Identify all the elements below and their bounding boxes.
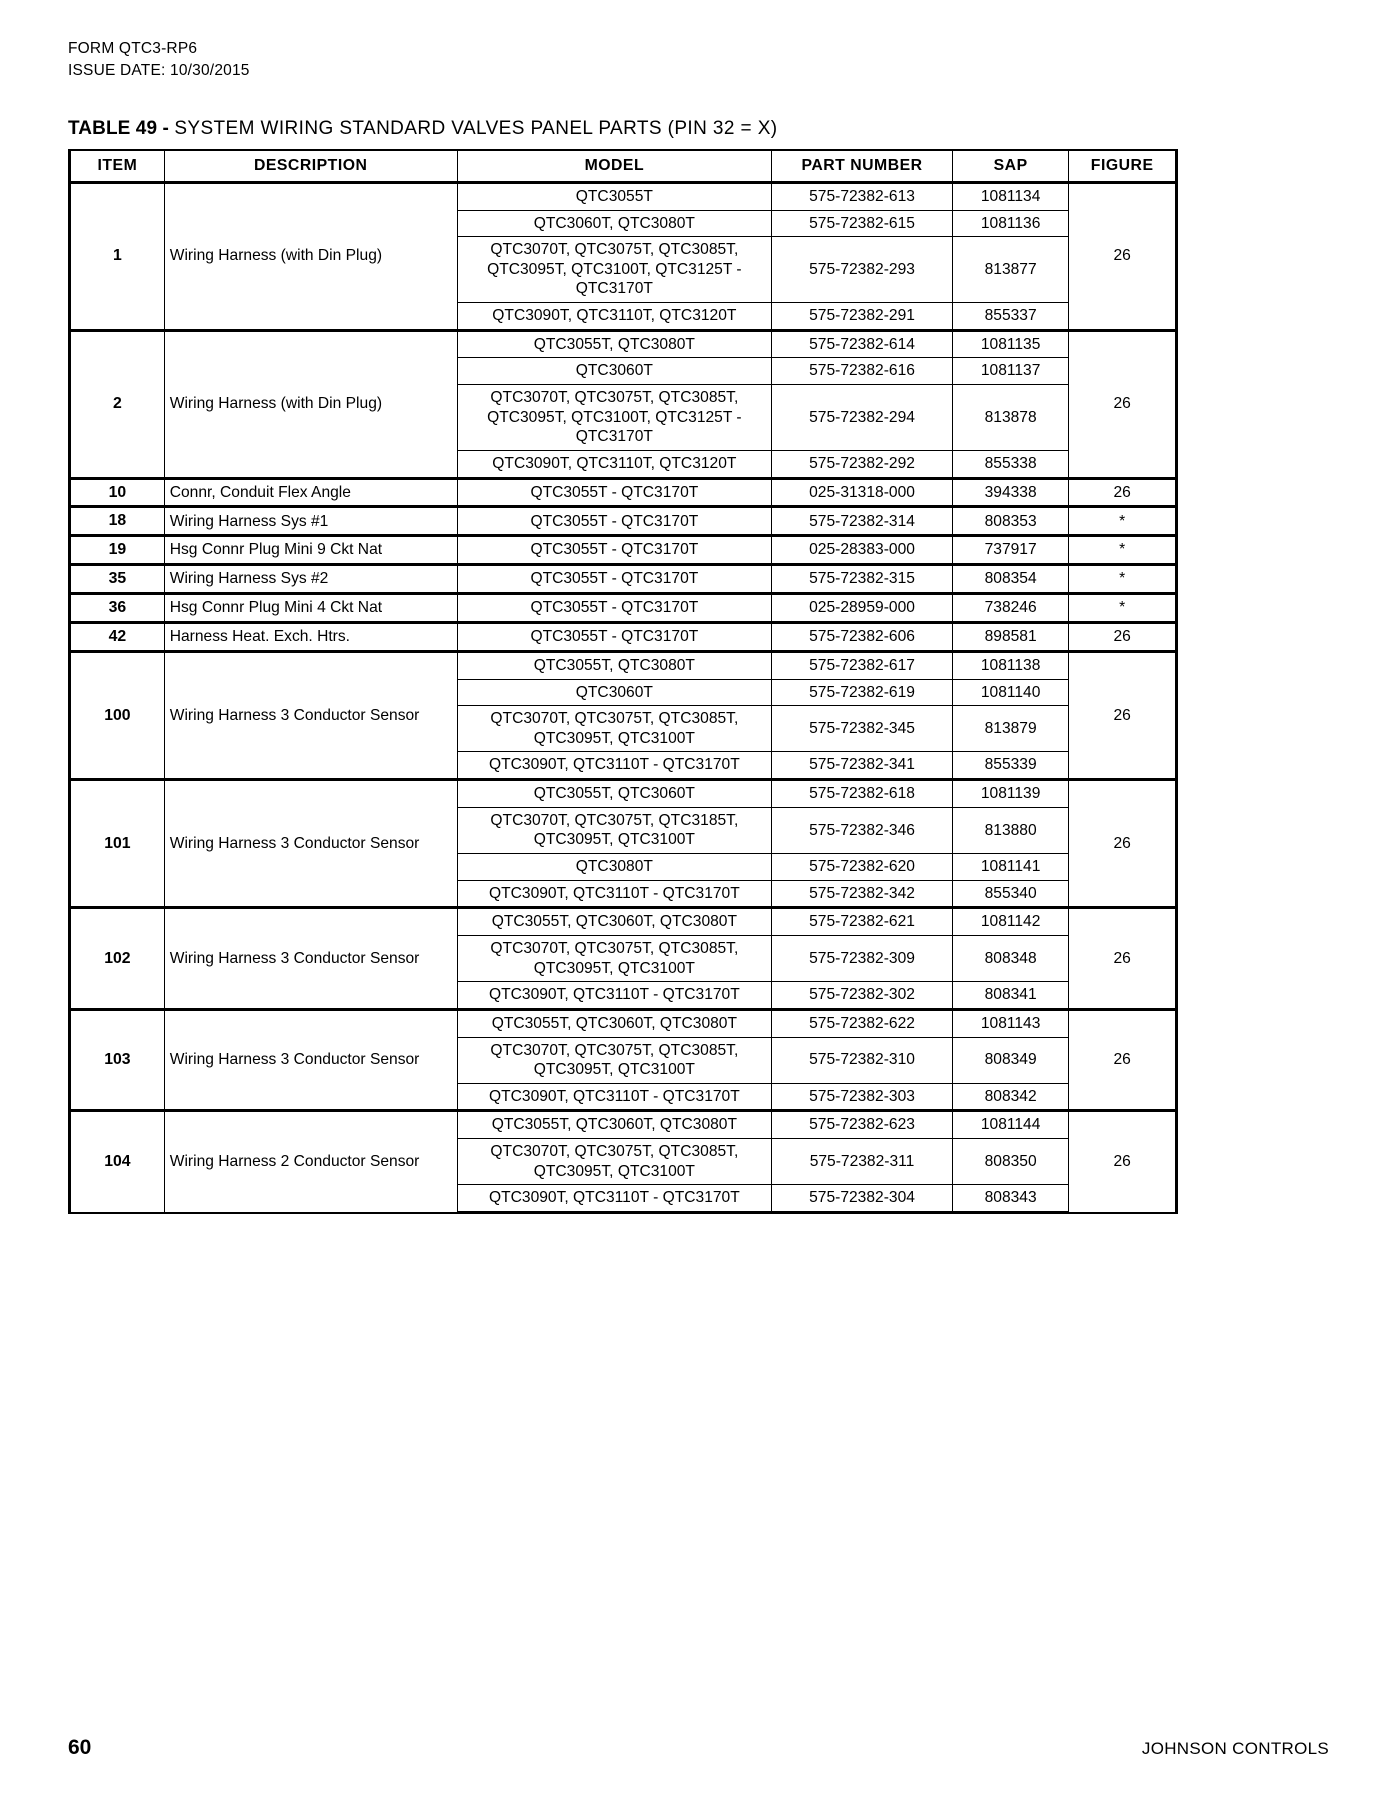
cell-sap: 1081136	[952, 210, 1068, 237]
table-row	[70, 623, 1177, 652]
column-header-model: MODEL	[457, 150, 771, 182]
table-row	[70, 780, 1177, 808]
cell-sap: 855338	[952, 450, 1068, 478]
cell-item: 2	[70, 330, 165, 478]
cell-model: QTC3090T, QTC3110T - QTC3170T	[457, 752, 771, 780]
table-row	[70, 565, 1177, 594]
cell-figure: 26	[1069, 330, 1177, 478]
cell-sap: 808343	[952, 1185, 1068, 1213]
cell-model: QTC3055T, QTC3060T, QTC3080T	[457, 908, 771, 936]
cell-part-number: 575-72382-345	[772, 706, 953, 752]
cell-sap: 808348	[952, 935, 1068, 981]
cell-item: 36	[70, 594, 165, 623]
cell-item: 104	[70, 1111, 165, 1213]
cell-model: QTC3080T	[457, 854, 771, 881]
cell-model: QTC3070T, QTC3075T, QTC3085T, QTC3095T, QTC3100T, QTC3125T - QTC3170T	[457, 237, 771, 303]
cell-part-number: 575-72382-613	[772, 182, 953, 210]
cell-sap: 808341	[952, 982, 1068, 1010]
cell-figure: *	[1069, 565, 1177, 594]
cell-item: 19	[70, 536, 165, 565]
cell-part-number: 575-72382-309	[772, 935, 953, 981]
column-header-sap: SAP	[952, 150, 1068, 182]
cell-model: QTC3055T, QTC3080T	[457, 651, 771, 679]
cell-part-number: 575-72382-617	[772, 651, 953, 679]
cell-item: 42	[70, 623, 165, 652]
cell-part-number: 575-72382-294	[772, 385, 953, 451]
cell-part-number: 575-72382-314	[772, 507, 953, 536]
cell-item: 10	[70, 478, 165, 507]
cell-description: Connr, Conduit Flex Angle	[164, 478, 457, 507]
cell-sap: 1081134	[952, 182, 1068, 210]
cell-model: QTC3055T - QTC3170T	[457, 536, 771, 565]
cell-figure: *	[1069, 594, 1177, 623]
cell-figure: 26	[1069, 623, 1177, 652]
cell-description: Wiring Harness (with Din Plug)	[164, 182, 457, 330]
column-header-description: DESCRIPTION	[164, 150, 457, 182]
cell-model: QTC3090T, QTC3110T, QTC3120T	[457, 303, 771, 331]
form-code: FORM QTC3-RP6	[68, 40, 198, 57]
cell-sap: 1081143	[952, 1009, 1068, 1037]
table-row	[70, 478, 1177, 507]
cell-model: QTC3055T - QTC3170T	[457, 507, 771, 536]
cell-model: QTC3055T	[457, 182, 771, 210]
table-row	[70, 1111, 1177, 1139]
cell-part-number: 575-72382-315	[772, 565, 953, 594]
cell-part-number: 575-72382-302	[772, 982, 953, 1010]
cell-model: QTC3055T, QTC3080T	[457, 330, 771, 358]
cell-part-number: 575-72382-619	[772, 679, 953, 706]
cell-sap: 1081140	[952, 679, 1068, 706]
cell-sap: 737917	[952, 536, 1068, 565]
table-row	[70, 182, 1177, 210]
cell-figure: 26	[1069, 478, 1177, 507]
column-header-part-number: PART NUMBER	[772, 150, 953, 182]
cell-sap: 855339	[952, 752, 1068, 780]
cell-description: Wiring Harness 3 Conductor Sensor	[164, 1009, 457, 1111]
cell-figure: 26	[1069, 780, 1177, 908]
cell-part-number: 575-72382-623	[772, 1111, 953, 1139]
parts-table-body	[70, 182, 1177, 1212]
cell-sap: 813877	[952, 237, 1068, 303]
cell-figure: 26	[1069, 182, 1177, 330]
cell-description: Wiring Harness 3 Conductor Sensor	[164, 651, 457, 779]
cell-model: QTC3055T - QTC3170T	[457, 478, 771, 507]
cell-part-number: 575-72382-615	[772, 210, 953, 237]
cell-sap: 738246	[952, 594, 1068, 623]
cell-sap: 808349	[952, 1037, 1068, 1083]
cell-part-number: 575-72382-291	[772, 303, 953, 331]
cell-model: QTC3060T, QTC3080T	[457, 210, 771, 237]
cell-sap: 813879	[952, 706, 1068, 752]
cell-item: 1	[70, 182, 165, 330]
cell-description: Harness Heat. Exch. Htrs.	[164, 623, 457, 652]
cell-sap: 1081139	[952, 780, 1068, 808]
cell-sap: 1081135	[952, 330, 1068, 358]
cell-part-number: 575-72382-606	[772, 623, 953, 652]
cell-sap: 808353	[952, 507, 1068, 536]
table-row	[70, 594, 1177, 623]
cell-sap: 1081141	[952, 854, 1068, 881]
cell-part-number: 575-72382-293	[772, 237, 953, 303]
cell-model: QTC3055T, QTC3060T, QTC3080T	[457, 1009, 771, 1037]
cell-figure: 26	[1069, 1009, 1177, 1111]
company-name: JOHNSON CONTROLS	[1141, 1739, 1329, 1758]
table-row	[70, 651, 1177, 679]
cell-part-number: 025-28383-000	[772, 536, 953, 565]
cell-figure: 26	[1069, 908, 1177, 1010]
column-header-figure: FIGURE	[1069, 150, 1177, 182]
cell-item: 101	[70, 780, 165, 908]
cell-sap: 808342	[952, 1083, 1068, 1111]
cell-sap: 1081137	[952, 358, 1068, 385]
cell-model: QTC3070T, QTC3075T, QTC3085T, QTC3095T, QTC3100T	[457, 1139, 771, 1185]
cell-model: QTC3055T - QTC3170T	[457, 594, 771, 623]
parts-table	[68, 149, 1178, 1214]
cell-part-number: 575-72382-614	[772, 330, 953, 358]
cell-item: 100	[70, 651, 165, 779]
cell-part-number: 575-72382-618	[772, 780, 953, 808]
cell-sap: 1081142	[952, 908, 1068, 936]
table-number: TABLE 49 -	[68, 118, 169, 139]
cell-sap: 1081138	[952, 651, 1068, 679]
cell-description: Hsg Connr Plug Mini 9 Ckt Nat	[164, 536, 457, 565]
cell-model: QTC3090T, QTC3110T - QTC3170T	[457, 880, 771, 908]
issue-date: ISSUE DATE: 10/30/2015	[68, 62, 250, 79]
cell-model: QTC3090T, QTC3110T - QTC3170T	[457, 1083, 771, 1111]
cell-item: 18	[70, 507, 165, 536]
table-title	[68, 118, 1329, 140]
cell-sap: 898581	[952, 623, 1068, 652]
cell-part-number: 575-72382-620	[772, 854, 953, 881]
cell-description: Wiring Harness (with Din Plug)	[164, 330, 457, 478]
cell-item: 102	[70, 908, 165, 1010]
document-header	[68, 38, 1329, 82]
cell-figure: *	[1069, 536, 1177, 565]
cell-sap: 808350	[952, 1139, 1068, 1185]
cell-part-number: 575-72382-622	[772, 1009, 953, 1037]
cell-description: Wiring Harness 3 Conductor Sensor	[164, 908, 457, 1010]
cell-part-number: 025-31318-000	[772, 478, 953, 507]
cell-sap: 1081144	[952, 1111, 1068, 1139]
page-number: 60	[68, 1736, 92, 1759]
cell-part-number: 575-72382-346	[772, 807, 953, 853]
cell-part-number: 575-72382-311	[772, 1139, 953, 1185]
cell-description: Wiring Harness Sys #2	[164, 565, 457, 594]
page-footer	[68, 1736, 1329, 1760]
cell-figure: *	[1069, 507, 1177, 536]
cell-model: QTC3070T, QTC3075T, QTC3085T, QTC3095T, QTC3100T	[457, 1037, 771, 1083]
cell-sap: 813878	[952, 385, 1068, 451]
cell-part-number: 575-72382-303	[772, 1083, 953, 1111]
cell-description: Wiring Harness Sys #1	[164, 507, 457, 536]
cell-model: QTC3070T, QTC3075T, QTC3085T, QTC3095T, QTC3100T, QTC3125T - QTC3170T	[457, 385, 771, 451]
cell-model: QTC3070T, QTC3075T, QTC3085T, QTC3095T, QTC3100T	[457, 706, 771, 752]
cell-model: QTC3055T - QTC3170T	[457, 623, 771, 652]
cell-sap: 855337	[952, 303, 1068, 331]
cell-model: QTC3070T, QTC3075T, QTC3085T, QTC3095T, QTC3100T	[457, 935, 771, 981]
cell-model: QTC3090T, QTC3110T - QTC3170T	[457, 982, 771, 1010]
table-row	[70, 908, 1177, 936]
cell-model: QTC3055T - QTC3170T	[457, 565, 771, 594]
column-header-item: ITEM	[70, 150, 165, 182]
table-row	[70, 1009, 1177, 1037]
cell-item: 35	[70, 565, 165, 594]
cell-model: QTC3055T, QTC3060T	[457, 780, 771, 808]
cell-part-number: 025-28959-000	[772, 594, 953, 623]
cell-model: QTC3090T, QTC3110T - QTC3170T	[457, 1185, 771, 1213]
cell-figure: 26	[1069, 1111, 1177, 1213]
table-header-row	[70, 150, 1177, 182]
cell-sap: 855340	[952, 880, 1068, 908]
cell-part-number: 575-72382-621	[772, 908, 953, 936]
cell-figure: 26	[1069, 651, 1177, 779]
cell-part-number: 575-72382-341	[772, 752, 953, 780]
cell-model: QTC3070T, QTC3075T, QTC3185T, QTC3095T, QTC3100T	[457, 807, 771, 853]
cell-model: QTC3060T	[457, 358, 771, 385]
cell-part-number: 575-72382-310	[772, 1037, 953, 1083]
cell-part-number: 575-72382-616	[772, 358, 953, 385]
cell-model: QTC3060T	[457, 679, 771, 706]
cell-description: Wiring Harness 3 Conductor Sensor	[164, 780, 457, 908]
cell-description: Hsg Connr Plug Mini 4 Ckt Nat	[164, 594, 457, 623]
cell-model: QTC3055T, QTC3060T, QTC3080T	[457, 1111, 771, 1139]
cell-part-number: 575-72382-304	[772, 1185, 953, 1213]
cell-model: QTC3090T, QTC3110T, QTC3120T	[457, 450, 771, 478]
table-row	[70, 507, 1177, 536]
table-title-text: SYSTEM WIRING STANDARD VALVES PANEL PARTS (PIN 32 = X)	[174, 118, 778, 139]
cell-sap: 394338	[952, 478, 1068, 507]
cell-part-number: 575-72382-292	[772, 450, 953, 478]
cell-sap: 813880	[952, 807, 1068, 853]
cell-description: Wiring Harness 2 Conductor Sensor	[164, 1111, 457, 1213]
cell-sap: 808354	[952, 565, 1068, 594]
cell-part-number: 575-72382-342	[772, 880, 953, 908]
table-row	[70, 536, 1177, 565]
table-row	[70, 330, 1177, 358]
cell-item: 103	[70, 1009, 165, 1111]
